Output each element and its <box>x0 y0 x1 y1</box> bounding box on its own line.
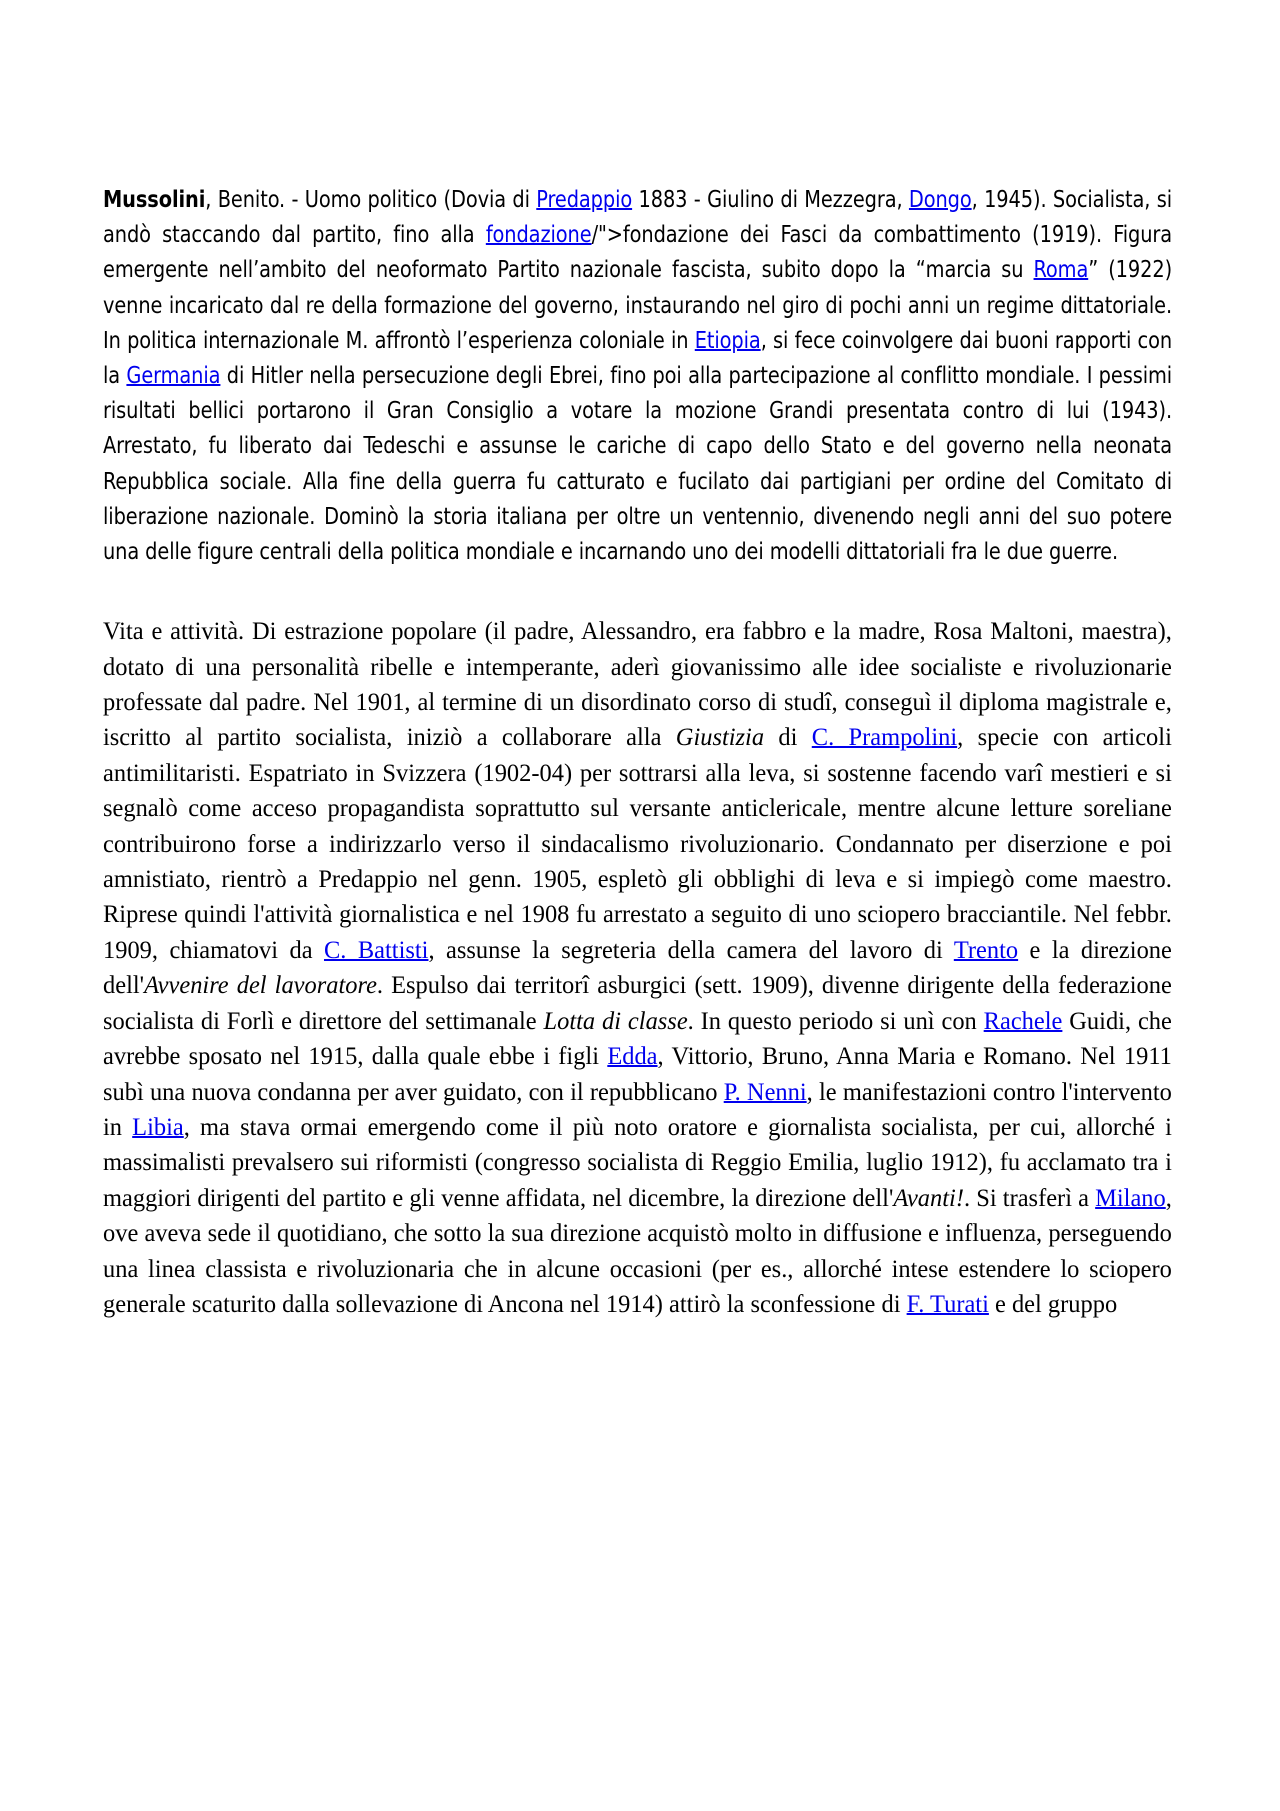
body-text: di Hitler nella persecuzione degli Ebrei, fino poi alla partecipazione al conflitto mondiale. I pessimi risultati bellici portarono il Gran Consiglio a votare la mozione Grandi presentata contro di lui (1943). Arrestato, fu liberato dai Tedeschi e assunse le cariche di capo dello Stato e del governo nella neonata Repubblica sociale. Alla fine della guerra fu catturato e fucilato dai partigiani per ordine del Comitato di liberazione nazionale. Dominò la storia italiana per oltre un ventennio, divenendo negli anni del suo potere una delle figure centrali della politica mondiale e incarnando uno dei modelli dittatoriali fra le due guerre. <box>103 361 1173 566</box>
body-text: , si fece coinvolgere dai buoni rapporti con la <box>103 325 1173 390</box>
body-text: , ove aveva sede il quotidiano, che sotto la sua direzione acquistò molto in diffusione e influenza, perseguendo una linea classista e rivoluzionaria che in alcune occasioni (per es., allorché intese estendere lo sciopero generale scaturito dalla sollevazione di Ancona nel 1914) attirò la sconfessione di <box>103 1182 1172 1318</box>
entry-link[interactable]: Trento <box>953 934 1019 964</box>
entry-link[interactable]: C. Battisti <box>323 934 429 964</box>
body-text: , ma stava ormai emergendo come il più noto oratore e giornalista socialista, per cui, allorché i massimalisti prevalsero sui riformisti (congresso socialista di Reggio Emilia, luglio 1912), fu acclamato tra i maggiori dirigenti del partito e gli venne affidata, nel dicembre, la direzione dell' <box>103 1111 1172 1212</box>
entry-link[interactable]: Dongo <box>908 185 972 213</box>
entry-link[interactable]: fondazione <box>485 220 592 249</box>
body-text: Vita e attività. Di estrazione popolare (il padre, Alessandro, era fabbro e la madre, Rosa Maltoni, maestra), dotato di una personalità ribelle e intemperante, aderì giovanissimo alle idee socialiste e rivoluzionarie professate dal padre. Nel 1901, al termine di un disordinato corso di studî, conseguì il diploma magistrale e, iscritto al partito socialista, iniziò a collaborare alla <box>103 616 1172 752</box>
entry-link[interactable]: Edda <box>607 1041 658 1071</box>
body-text: , specie con articoli antimilitaristi. Espatriato in Svizzera (1902-04) per sottrarsi alla leva, si sostenne facendo varî mestieri e si segnalò come acceso propagandista soprattutto sul versante anticlericale, mentre alcune letture soreliane contribuirono forse a indirizzarlo verso il sindacalismo rivoluzionario. Condannato per diserzione e poi amnistiato, rientrò a Predappio nel genn. 1905, espletò gli obblighi di leva e si impiegò come maestro. Riprese quindi l'attività giornalistica e nel 1908 fu arrestato a seguito di uno sciopero bracciantile. Nel febbr. 1909, chiamatovi da <box>103 722 1172 964</box>
entry-link[interactable]: C. Prampolini <box>811 722 958 752</box>
paragraph-spacer <box>103 569 1172 613</box>
paragraph-summary <box>103 182 1172 569</box>
body-text: e la direzione dell' <box>103 934 1172 1000</box>
body-text: ” (1922) venne incaricato dal re della formazione del governo, instaurando nel giro di pochi anni un regime dittatoriale. In politica internazionale M. affrontò l’esperienza coloniale in <box>103 255 1173 354</box>
body-text: , Benito. - Uomo politico (Dovia di <box>205 185 537 213</box>
body-text: Guidi, che avrebbe sposato nel 1915, dalla quale ebbe i figli <box>103 1005 1172 1071</box>
entry-link[interactable]: Germania <box>126 361 221 390</box>
body-text: 1883 - Giulino di Mezzegra, <box>632 185 909 213</box>
entry-headword: Mussolini <box>103 185 206 213</box>
body-text: , le manifestazioni contro l'intervento in <box>103 1076 1172 1141</box>
entry-link[interactable]: Roma <box>1033 255 1089 284</box>
body-text: . In questo periodo si unì con <box>687 1005 984 1035</box>
body-text: , 1945). Socialista, si andò staccando dal partito, fino alla <box>103 185 1173 249</box>
body-text: , assunse la segreteria della camera del lavoro di <box>428 934 954 964</box>
body-text: . Espulso dai territorî asburgici (sett. 1909), divenne dirigente della federazione socialista di Forlì e direttore del settimanale <box>103 970 1172 1035</box>
italic-title: Giustizia <box>675 722 765 752</box>
entry-link[interactable]: F. Turati <box>906 1288 989 1318</box>
entry-link[interactable]: Etiopia <box>694 325 761 354</box>
body-text: . Si trasferì a <box>963 1182 1096 1212</box>
italic-title: Lotta di classe <box>543 1005 688 1035</box>
italic-title: Avanti! <box>893 1182 964 1212</box>
italic-title: Avvenire del lavoratore <box>144 970 377 1000</box>
entry-link[interactable]: Libia <box>132 1111 184 1141</box>
body-text: e del gruppo <box>988 1288 1118 1318</box>
entry-link[interactable]: Rachele <box>983 1005 1063 1035</box>
body-text: , Vittorio, Bruno, Anna Maria e Romano. Nel 1911 subì una nuova condanna per aver guidato, con il repubblicano <box>103 1041 1172 1106</box>
body-text: di <box>764 722 812 752</box>
entry-link[interactable]: P. Nenni <box>723 1076 807 1106</box>
paragraph-vita-e-attivita <box>103 613 1172 1321</box>
body-text: /">fondazione dei Fasci da combattimento (1919). Figura emergente nell’ambito del neoformato Partito nazionale fascista, subito dopo la “marcia su <box>103 220 1173 284</box>
entry-link[interactable]: Milano <box>1095 1182 1166 1212</box>
entry-link[interactable]: Predappio <box>536 185 633 213</box>
